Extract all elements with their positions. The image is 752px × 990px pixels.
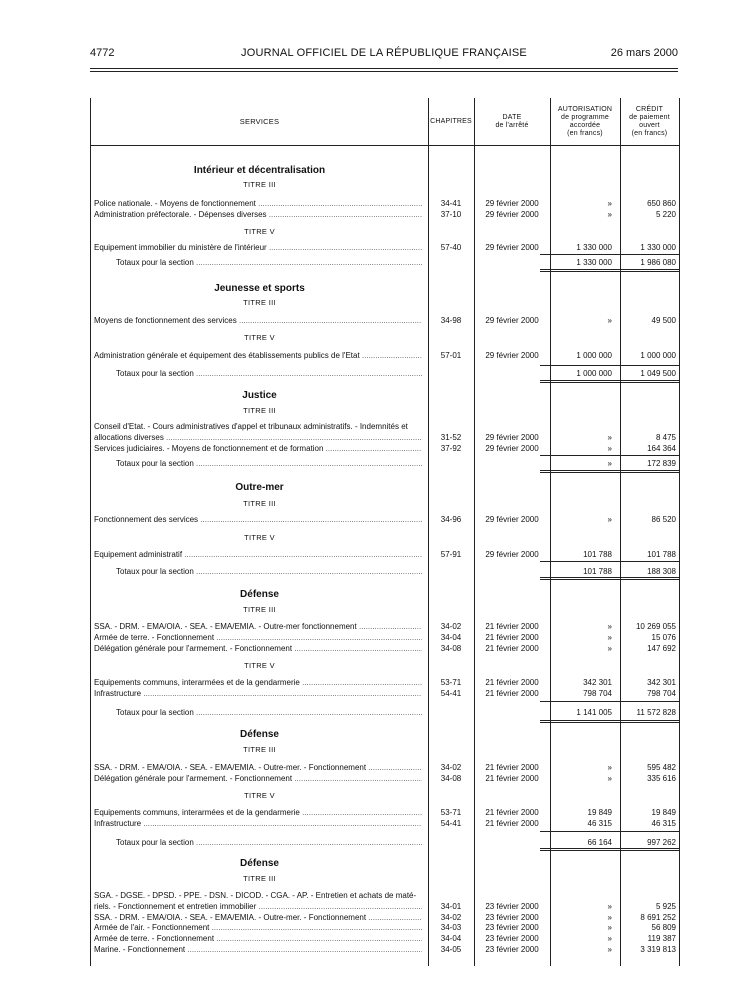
payment-credit: 5 925 [655, 902, 676, 911]
titre-label: TITRE III [243, 605, 276, 614]
programme-authorization: » [607, 444, 612, 453]
titre-label: TITRE III [243, 745, 276, 754]
programme-authorization: » [607, 763, 612, 772]
table-row [91, 922, 679, 933]
decree-date: 29 février 2000 [485, 210, 539, 219]
table-row [91, 632, 679, 643]
row-label: Police nationale. - Moyens de fonctionnement ..... [94, 198, 422, 209]
total-row [91, 257, 679, 268]
total-double-rule [540, 380, 679, 383]
table-row [91, 432, 679, 443]
row-label: Services judiciaires. - Moyens de fonctionnement et de formation ..... [94, 443, 422, 454]
programme-authorization: 1 330 000 [576, 258, 612, 267]
decree-date: 23 février 2000 [485, 945, 539, 954]
chapter-code: 34-08 [440, 774, 462, 783]
decree-date: 23 février 2000 [485, 934, 539, 943]
row-label: Totaux pour la section ..... [116, 257, 422, 268]
total-double-rule [540, 720, 679, 723]
payment-credit: 595 482 [647, 763, 676, 772]
chapter-code: 57-91 [440, 550, 462, 559]
decree-date: 21 février 2000 [485, 678, 539, 687]
total-double-rule [540, 269, 679, 272]
programme-authorization: 1 141 005 [576, 708, 612, 717]
payment-credit: 119 387 [647, 934, 676, 943]
decree-date: 29 février 2000 [485, 444, 539, 453]
programme-authorization: » [607, 210, 612, 219]
decree-date: 29 février 2000 [485, 199, 539, 208]
programme-authorization: » [607, 945, 612, 954]
programme-authorization: 1 000 000 [576, 369, 612, 378]
table-row [91, 443, 679, 454]
chapter-code: 31-52 [440, 433, 462, 442]
issue-date: 26 mars 2000 [610, 47, 678, 59]
payment-credit: 15 076 [651, 633, 676, 642]
decree-date: 29 février 2000 [485, 550, 539, 559]
row-label: Totaux pour la section ..... [116, 707, 422, 718]
section-title: Défense [240, 858, 279, 869]
chapter-code: 34-02 [440, 913, 462, 922]
payment-credit: 798 704 [647, 689, 676, 698]
chapter-code: 34-01 [440, 902, 462, 911]
titre-label: TITRE III [243, 874, 276, 883]
programme-authorization: » [607, 902, 612, 911]
table-body [91, 145, 679, 966]
chapter-code: 34-04 [440, 934, 462, 943]
row-label: SSA. - DRM. - EMA/OIA. - SEA. - EMA/EMIA. - Outre-mer fonctionnement ..... [94, 621, 422, 632]
payment-credit: 1 330 000 [640, 243, 676, 252]
total-row [91, 707, 679, 718]
table-row [91, 621, 679, 632]
decree-date: 23 février 2000 [485, 913, 539, 922]
table-row [91, 242, 679, 253]
programme-authorization: » [607, 633, 612, 642]
row-label: SSA. - DRM. - EMA/OIA. - SEA. - EMA/EMIA. - Outre-mer. - Fonctionnement ..... [94, 762, 422, 773]
chapter-code: 34-03 [440, 923, 462, 932]
section-title: Outre-mer [235, 482, 284, 493]
table-row [91, 818, 679, 829]
row-label: Délégation générale pour l'armement. - Fonctionnement ..... [94, 773, 422, 784]
decree-date: 29 février 2000 [485, 351, 539, 360]
section-title: Justice [242, 390, 277, 401]
col-header-credit: CRÉDIT de paiement ouvert (en francs) [629, 105, 670, 137]
row-label: allocations diverses ..... [94, 432, 422, 443]
programme-authorization: » [607, 515, 612, 524]
programme-authorization: 46 315 [587, 819, 612, 828]
journal-title: JOURNAL OFFICIEL DE LA RÉPUBLIQUE FRANÇAISE [241, 47, 527, 59]
programme-authorization: 342 301 [583, 678, 612, 687]
table-row [91, 549, 679, 560]
section-title: Défense [240, 589, 279, 600]
table-row [91, 209, 679, 220]
row-label: Marine. - Fonctionnement ..... [94, 944, 422, 955]
row-label: Infrastructure ..... [94, 818, 422, 829]
decree-date: 21 février 2000 [485, 622, 539, 631]
row-label: Equipement immobilier du ministère de l'intérieur ..... [94, 242, 422, 253]
programme-authorization: » [607, 316, 612, 325]
chapter-code: 34-04 [440, 633, 462, 642]
chapter-code: 54-41 [440, 819, 462, 828]
row-label: Armée de terre. - Fonctionnement ..... [94, 632, 422, 643]
programme-authorization: 101 788 [583, 567, 612, 576]
row-label: Administration préfectorale. - Dépenses diverses ..... [94, 209, 422, 220]
section-title: Défense [240, 729, 279, 740]
payment-credit: 3 319 813 [640, 945, 676, 954]
programme-authorization: » [607, 774, 612, 783]
titre-label: TITRE V [244, 227, 275, 236]
chapter-code: 34-98 [440, 316, 462, 325]
chapter-code: 37-92 [440, 444, 462, 453]
chapter-code: 34-02 [440, 763, 462, 772]
row-label: riels. - Fonctionnement et entretien immobilier ..... [94, 901, 422, 912]
row-label: SGA. - DGSE. - DPSD. - PPE. - DSN. - DICOD. - CGA. - AP. - Entretien et achats de maté- [94, 891, 417, 900]
payment-credit: 1 986 080 [640, 258, 676, 267]
titre-label: TITRE V [244, 661, 275, 670]
col-header-autorisation: AUTORISATION de programme accordée (en francs) [557, 105, 613, 137]
total-row [91, 837, 679, 848]
decree-date: 29 février 2000 [485, 433, 539, 442]
table-row [91, 773, 679, 784]
subtotal-rule [540, 455, 679, 456]
programme-authorization: 1 000 000 [576, 351, 612, 360]
row-label: Conseil d'Etat. - Cours administratives d'appel et tribunaux administratifs. - Indemnités et [94, 422, 408, 431]
payment-credit: 997 262 [647, 838, 676, 847]
row-label: Totaux pour la section ..... [116, 368, 422, 379]
subtotal-rule [540, 831, 679, 832]
row-label: Moyens de fonctionnement des services ..... [94, 315, 422, 326]
payment-credit: 19 849 [651, 808, 676, 817]
row-label: SSA. - DRM. - EMA/OIA. - SEA. - EMA/EMIA. - Outre-mer. - Fonctionnement ..... [94, 912, 422, 923]
row-label: Totaux pour la section ..... [116, 458, 422, 469]
appropriations-table [90, 98, 680, 966]
programme-authorization: 798 704 [583, 689, 612, 698]
programme-authorization: » [607, 622, 612, 631]
table-row [91, 198, 679, 209]
programme-authorization: » [607, 923, 612, 932]
payment-credit: 1 000 000 [640, 351, 676, 360]
decree-date: 21 février 2000 [485, 633, 539, 642]
decree-date: 21 février 2000 [485, 819, 539, 828]
decree-date: 21 février 2000 [485, 689, 539, 698]
table-row [91, 677, 679, 688]
programme-authorization: » [607, 433, 612, 442]
payment-credit: 8 691 252 [640, 913, 676, 922]
decree-date: 21 février 2000 [485, 774, 539, 783]
chapter-code: 34-96 [440, 515, 462, 524]
programme-authorization: » [607, 913, 612, 922]
header-rule-top [90, 68, 678, 69]
payment-credit: 86 520 [651, 515, 676, 524]
table-row [91, 901, 679, 912]
page-number: 4772 [90, 47, 115, 59]
subtotal-rule [540, 254, 679, 255]
titre-label: TITRE V [244, 333, 275, 342]
decree-date: 29 février 2000 [485, 243, 539, 252]
row-label: Délégation générale pour l'armement. - Fonctionnement ..... [94, 643, 422, 654]
total-double-rule [540, 577, 679, 580]
payment-credit: 164 364 [647, 444, 676, 453]
subtotal-rule [540, 701, 679, 702]
total-double-rule [540, 470, 679, 473]
programme-authorization: » [607, 644, 612, 653]
row-label: Armée de l'air. - Fonctionnement ..... [94, 922, 422, 933]
payment-credit: 10 269 055 [635, 622, 676, 631]
decree-date: 29 février 2000 [485, 515, 539, 524]
payment-credit: 11 572 828 [636, 708, 676, 717]
subtotal-rule [540, 365, 679, 366]
table-row [91, 944, 679, 955]
payment-credit: 172 839 [647, 459, 676, 468]
table-row [91, 807, 679, 818]
payment-credit: 8 475 [655, 433, 676, 442]
row-label: Totaux pour la section ..... [116, 837, 422, 848]
payment-credit: 188 308 [647, 567, 676, 576]
table-row-continued [91, 890, 679, 901]
programme-authorization: 101 788 [583, 550, 612, 559]
payment-credit: 56 809 [651, 923, 676, 932]
table-row [91, 688, 679, 699]
chapter-code: 53-71 [440, 678, 462, 687]
chapter-code: 53-71 [440, 808, 462, 817]
table-row [91, 514, 679, 525]
header-rule-bottom [90, 71, 678, 72]
payment-credit: 147 692 [647, 644, 676, 653]
total-row [91, 566, 679, 577]
decree-date: 29 février 2000 [485, 316, 539, 325]
programme-authorization: 19 849 [587, 808, 612, 817]
payment-credit: 1 049 500 [640, 369, 676, 378]
row-label: Armée de terre. - Fonctionnement ..... [94, 933, 422, 944]
payment-credit: 46 315 [651, 819, 676, 828]
programme-authorization: » [607, 934, 612, 943]
programme-authorization: 1 330 000 [576, 243, 612, 252]
col-header-chapitres: CHAPITRES [430, 117, 472, 125]
table-row-continued [91, 421, 679, 432]
programme-authorization: » [607, 199, 612, 208]
row-label: Equipements communs, interarmées et de la gendarmerie ..... [94, 807, 422, 818]
titre-label: TITRE V [244, 791, 275, 800]
chapter-code: 34-05 [440, 945, 462, 954]
payment-credit: 342 301 [647, 678, 676, 687]
decree-date: 23 février 2000 [485, 902, 539, 911]
chapter-code: 57-40 [440, 243, 462, 252]
titre-label: TITRE III [243, 180, 276, 189]
programme-authorization: 66 164 [587, 838, 612, 847]
table-row [91, 643, 679, 654]
titre-label: TITRE III [243, 298, 276, 307]
decree-date: 21 février 2000 [485, 644, 539, 653]
table-row [91, 762, 679, 773]
row-label: Equipement administratif ..... [94, 549, 422, 560]
row-label: Fonctionnement des services ..... [94, 514, 422, 525]
payment-credit: 101 788 [647, 550, 676, 559]
titre-label: TITRE V [244, 533, 275, 542]
decree-date: 23 février 2000 [485, 923, 539, 932]
decree-date: 21 février 2000 [485, 763, 539, 772]
chapter-code: 57-01 [440, 351, 462, 360]
table-row [91, 350, 679, 361]
table-row [91, 933, 679, 944]
titre-label: TITRE III [243, 499, 276, 508]
total-double-rule [540, 848, 679, 851]
chapter-code: 34-08 [440, 644, 462, 653]
row-label: Totaux pour la section ..... [116, 566, 422, 577]
page-header [90, 47, 678, 63]
table-header [91, 98, 679, 146]
table-row [91, 315, 679, 326]
total-row [91, 368, 679, 379]
row-label: Equipements communs, interarmées et de la gendarmerie ..... [94, 677, 422, 688]
row-label: Infrastructure ..... [94, 688, 422, 699]
chapter-code: 37-10 [440, 210, 462, 219]
programme-authorization: » [607, 459, 612, 468]
titre-label: TITRE III [243, 406, 276, 415]
col-header-services: SERVICES [239, 116, 280, 126]
col-header-date: DATE de l'arrêté [495, 113, 529, 129]
section-title: Jeunesse et sports [214, 283, 305, 294]
row-label: Administration générale et équipement des établissements publics de l'Etat ..... [94, 350, 422, 361]
section-title: Intérieur et décentralisation [193, 165, 326, 176]
total-row [91, 458, 679, 469]
subtotal-rule [540, 561, 679, 562]
chapter-code: 54-41 [440, 689, 462, 698]
chapter-code: 34-41 [440, 199, 462, 208]
payment-credit: 5 220 [655, 210, 676, 219]
payment-credit: 49 500 [651, 316, 676, 325]
decree-date: 21 février 2000 [485, 808, 539, 817]
chapter-code: 34-02 [440, 622, 462, 631]
payment-credit: 650 860 [647, 199, 676, 208]
payment-credit: 335 616 [647, 774, 676, 783]
